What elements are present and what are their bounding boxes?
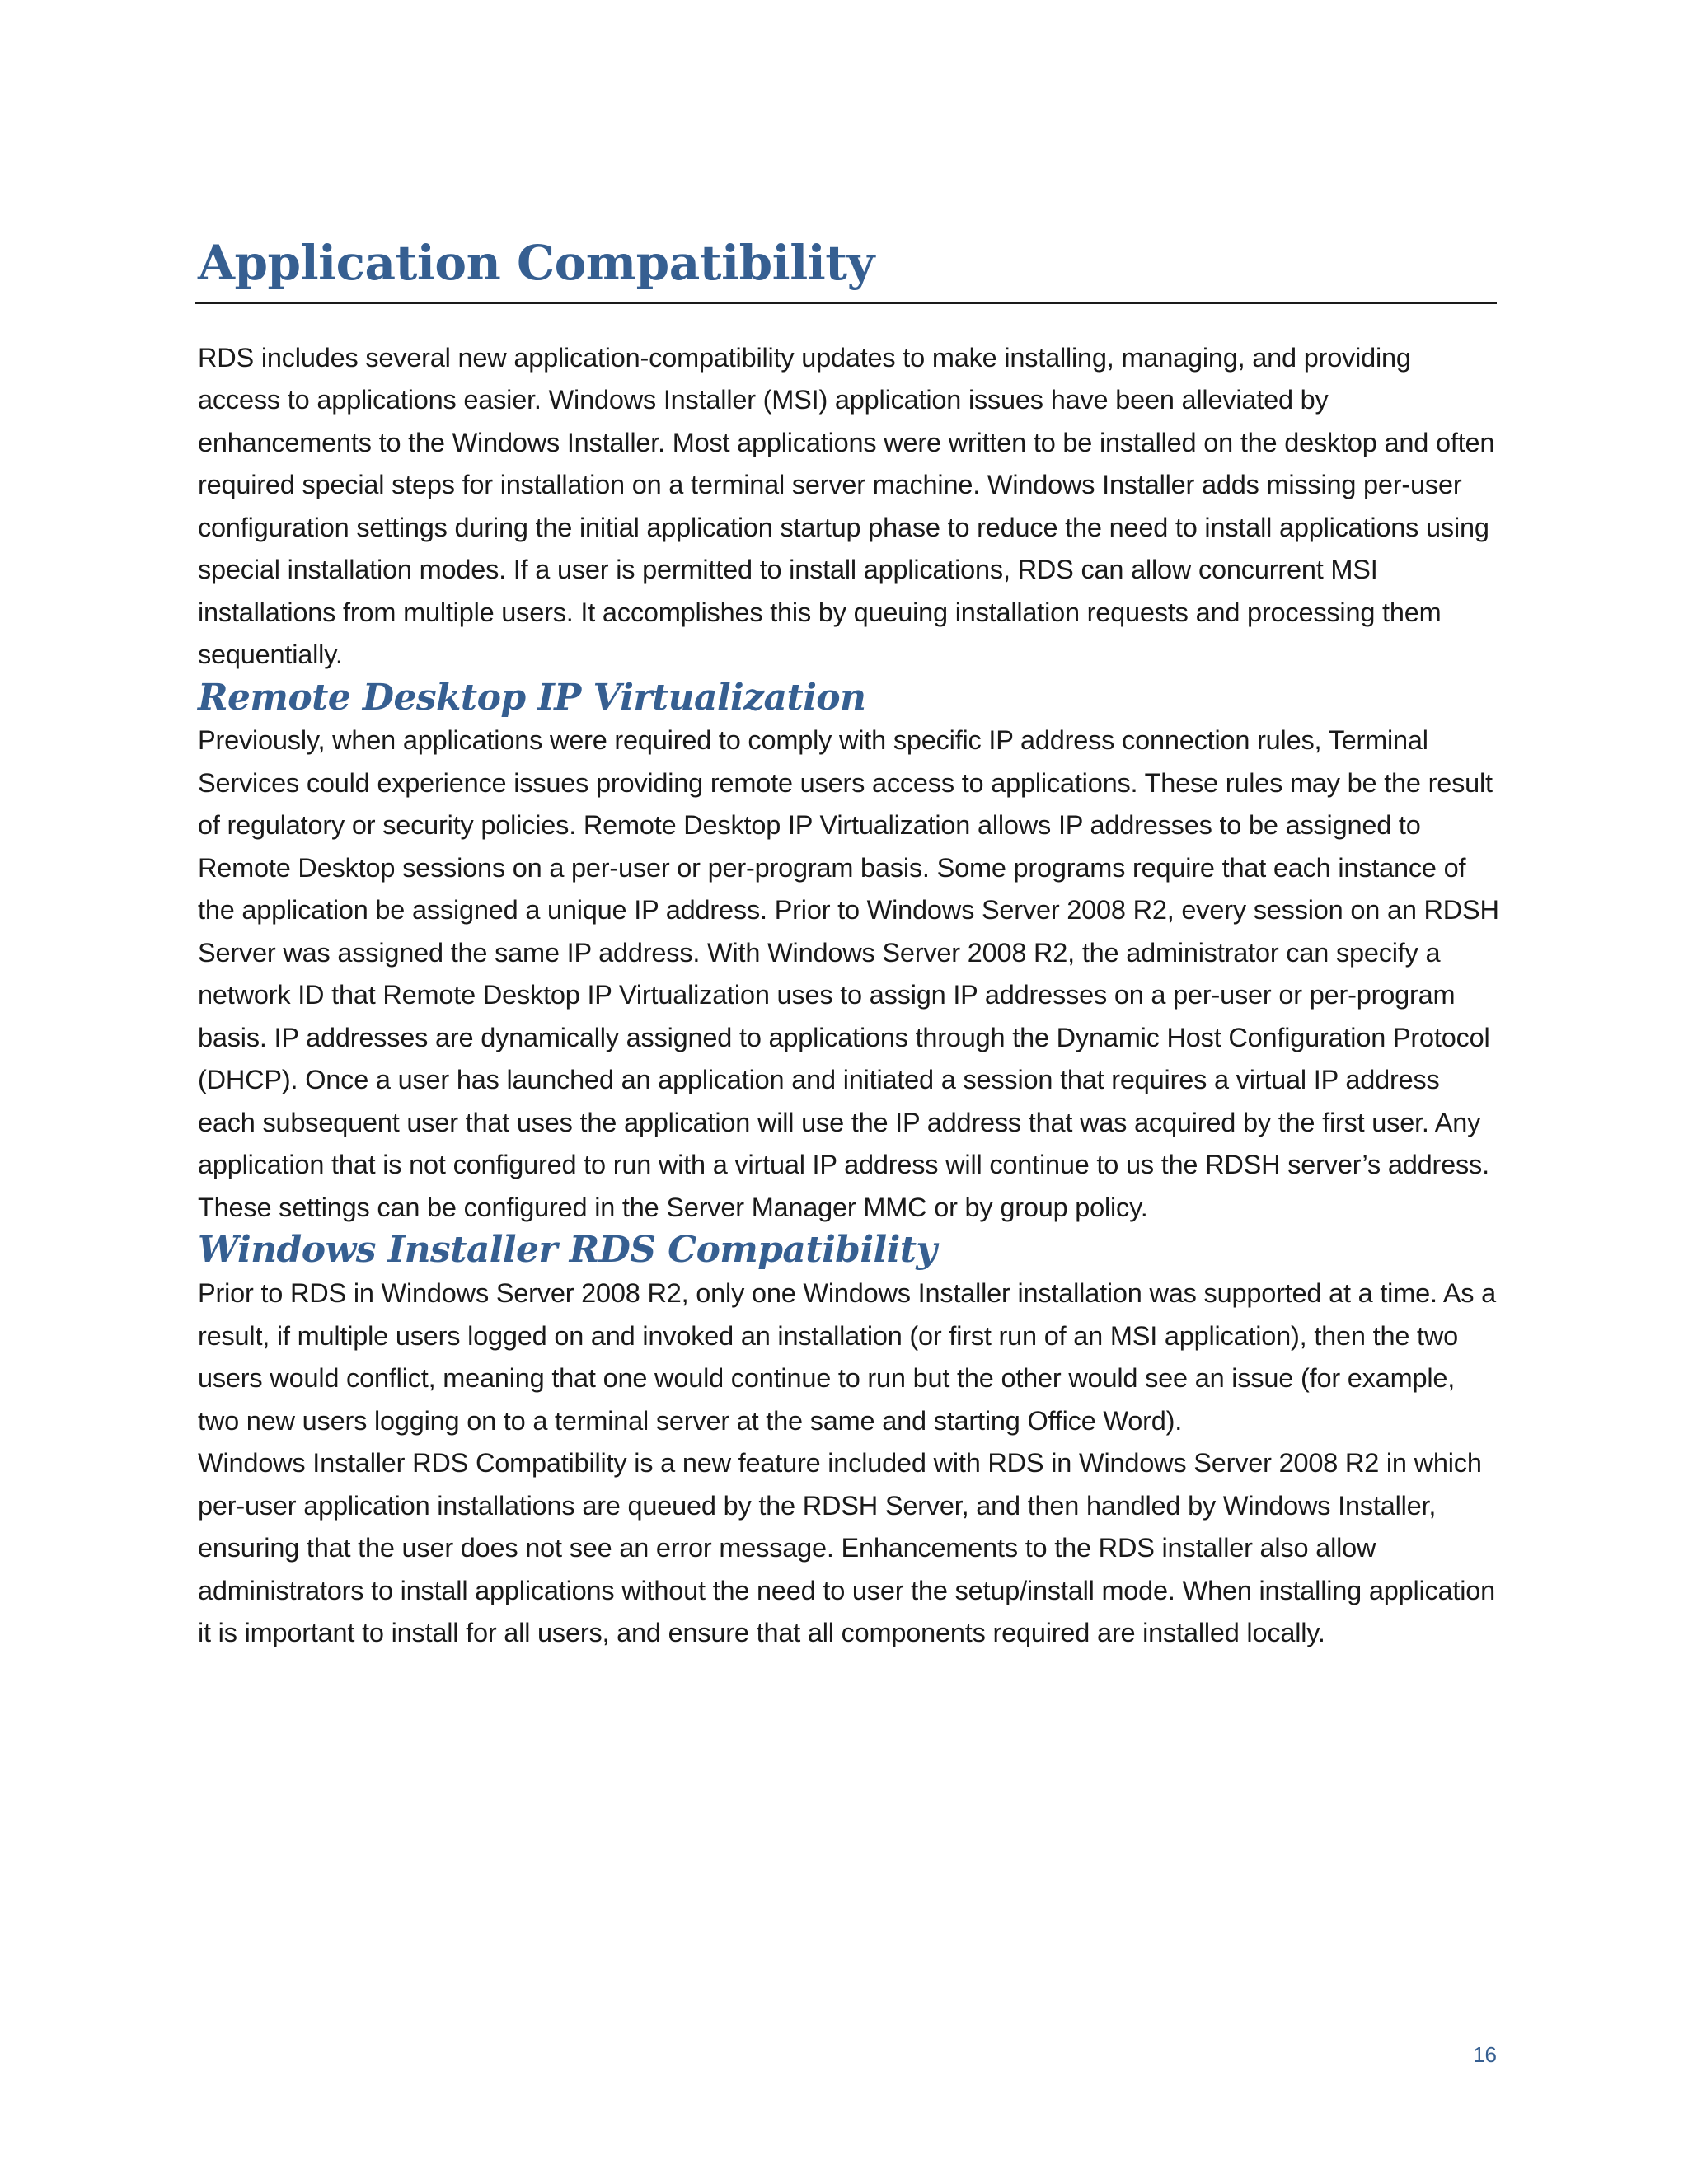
- section-heading-ip-virtualization: Remote Desktop IP Virtualization: [198, 676, 866, 719]
- section-heading-windows-installer-rds: Windows Installer RDS Compatibility: [198, 1229, 937, 1272]
- ip-virtualization-paragraph: Previously, when applications were required to comply with specific IP address connection rules, Terminal Services could experience issues providing remote users access to applications. These rules may be the result of regulatory or security policies. Remote Desktop IP Virtualization allows IP addresses to be assigned to Remote Desktop sessions on a per-user or per-program basis. Some programs require that each instance of the application be assigned a unique IP address. Prior to Windows Server 2008 R2, every session on an RDSH Server was assigned the same IP address. With Windows Server 2008 R2, the administrator can specify a network ID that Remote Desktop IP Virtualization uses to assign IP addresses on a per-user or per-program basis. IP addresses are dynamically assigned to applications through the Dynamic Host Configuration Protocol (DHCP). Once a user has launched an application and initiated a session that requires a virtual IP address each subsequent user that uses the application will use the IP address that was acquired by the first user. Any application that is not configured to run with a virtual IP address will continue to us the RDSH server’s address. These settings can be configured in the Server Manager MMC or by group policy.: [198, 725, 1499, 1222]
- page-number: 16: [1473, 2042, 1497, 2067]
- windows-installer-paragraph-1: Prior to RDS in Windows Server 2008 R2, only one Windows Installer installation was supported at a time. As a result, if multiple users logged on and invoked an installation (or first run of an MSI application), then the two users would conflict, meaning that one would continue to run but the other would see an issue (for example, two new users logging on to a terminal server at the same and starting Office Word).: [198, 1278, 1497, 1436]
- windows-installer-paragraph-2: Windows Installer RDS Compatibility is a new feature included with RDS in Windows Server 2008 R2 in which per-user application installations are queued by the RDSH Server, and then handled by Windows Installer, ensuring that the user does not see an error message. Enhancements to the RDS installer also allow administrators to install applications without the need to user the setup/install mode. When installing application it is important to install for all users, and ensure that all components required are installed locally.: [198, 1448, 1496, 1648]
- intro-paragraph: RDS includes several new application-compatibility updates to make installing, managing, and providing access to applications easier. Windows Installer (MSI) application issues have been alleviated by enhancements to the Windows Installer. Most applications were written to be installed on the desktop and often required special steps for installation on a terminal server machine. Windows Installer adds missing per-user configuration settings during the initial application startup phase to reduce the need to install applications using special installation modes. If a user is permitted to install applications, RDS can allow concurrent MSI installations from multiple users. It accomplishes this by queuing installation requests and processing them sequentially.: [198, 342, 1495, 670]
- page-content: [198, 235, 1500, 1655]
- page-title: Application Compatibility: [198, 235, 874, 291]
- title-underline-divider: [195, 302, 1497, 304]
